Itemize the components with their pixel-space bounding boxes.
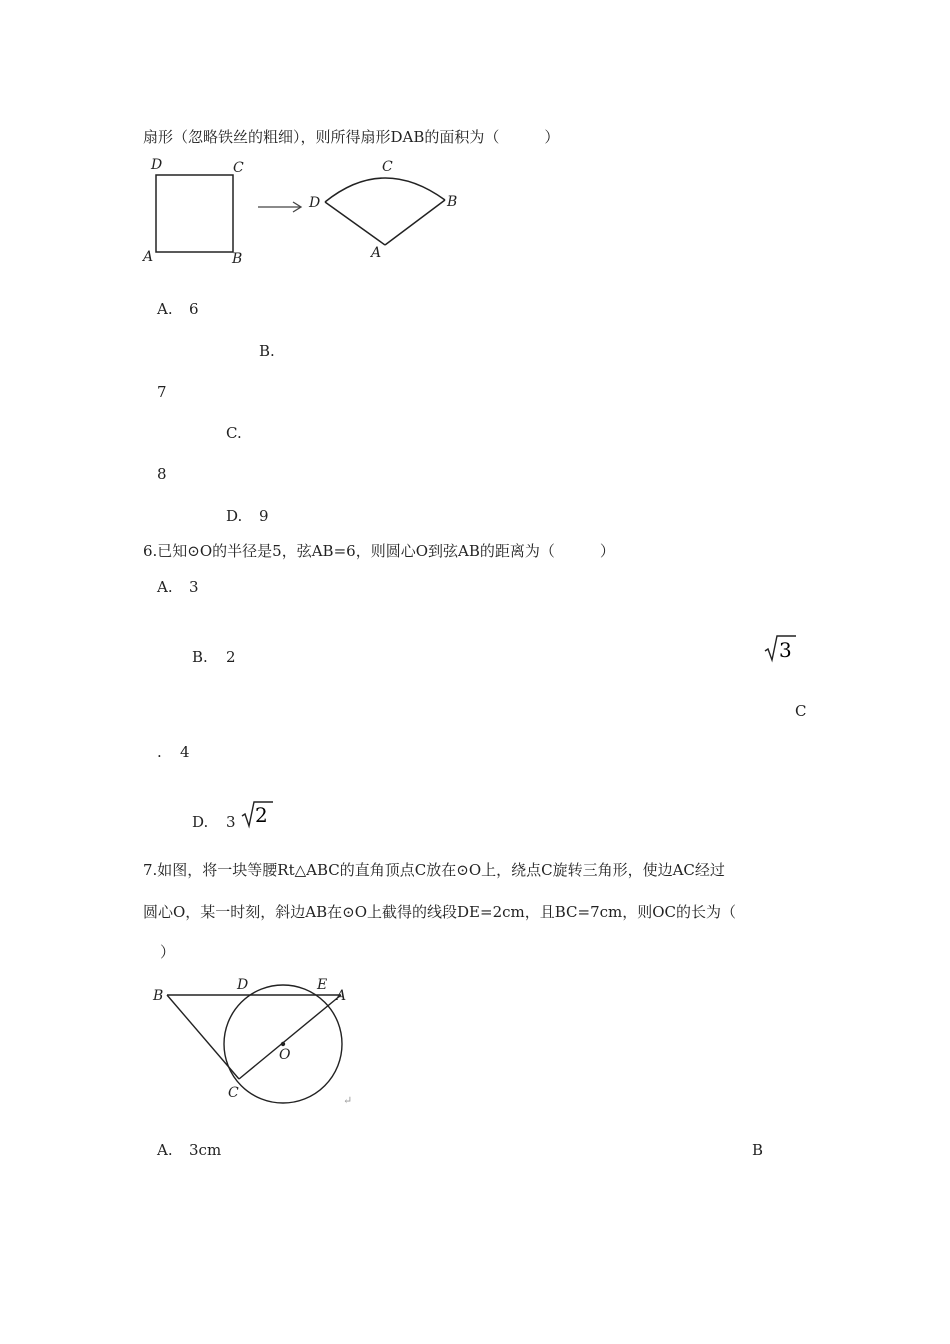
q7-stem-line1: 7.如图，将一块等腰Rt△ABC的直角顶点C放在⊙O上，绕点C旋转三角形，使边AC经过 — [143, 861, 725, 879]
square-label-d: D — [151, 157, 163, 173]
q7-label-c: C — [228, 1085, 239, 1101]
q6-option-c-label: C — [795, 702, 807, 720]
q5-square-figure — [140, 155, 260, 270]
q7-option-a-value: 3cm — [189, 1141, 222, 1159]
q7-stem-line2: 圆心O，某一时刻，斜边AB在⊙O上截得的线段DE=2cm，且BC=7cm，则OC的长为（ — [143, 903, 737, 921]
square-label-c: C — [233, 160, 244, 176]
q7-label-o: O — [279, 1047, 291, 1063]
q5-option-c-value: 8 — [157, 465, 167, 483]
sector-label-d: D — [309, 195, 321, 211]
q6-option-d-value: 3 — [226, 813, 236, 831]
q7-label-d: D — [237, 977, 249, 993]
q5-option-d-value: 9 — [259, 507, 269, 525]
q6-option-c-dot: . — [157, 743, 162, 761]
q6-option-b-sqrt — [764, 633, 798, 663]
q7-label-a: A — [336, 988, 347, 1004]
q7-option-a-label: A. — [157, 1141, 173, 1159]
sector-label-a: A — [371, 245, 382, 261]
sector-label-b: B — [447, 194, 458, 210]
q7-figure — [145, 970, 365, 1110]
q7-label-b: B — [153, 988, 164, 1004]
square-label-a: A — [143, 249, 154, 265]
arrow-icon — [258, 200, 308, 214]
q7-option-b-label: B — [752, 1141, 764, 1159]
q7-stem-line3: ） — [160, 943, 176, 961]
square-label-b: B — [232, 251, 243, 267]
q5-option-c-label: C. — [226, 424, 242, 442]
q6-option-c-value: 4 — [180, 743, 190, 761]
q5-option-b-label: B. — [259, 342, 275, 360]
q6-option-d-sqrt — [241, 800, 275, 830]
q5-option-b-value: 7 — [157, 383, 167, 401]
q6-option-a-label: A. — [157, 578, 173, 596]
q6-option-d-label: D. — [192, 813, 209, 831]
q6-stem: 6.已知⊙O的半径是5，弦AB=6，则圆心O到弦AB的距离为（ ） — [143, 542, 615, 560]
q6-option-b-label: B. — [192, 648, 208, 666]
q7-label-e: E — [317, 977, 328, 993]
q6-option-a-value: 3 — [189, 578, 199, 596]
q6-option-d-radicand: 2 — [255, 803, 268, 827]
q6-option-b-radicand: 3 — [779, 638, 792, 662]
q5-sector-figure — [305, 155, 470, 265]
q5-stem-tail: 扇形（忽略铁丝的粗细），则所得扇形DAB的面积为（ ） — [143, 128, 560, 146]
sector-label-c: C — [382, 159, 393, 175]
q6-option-b-value: 2 — [226, 648, 236, 666]
q5-option-a-label: A. — [157, 300, 173, 318]
q5-option-a-value: 6 — [189, 300, 199, 318]
q5-option-d-label: D. — [226, 507, 243, 525]
return-mark-icon: ↵ — [343, 1094, 353, 1107]
